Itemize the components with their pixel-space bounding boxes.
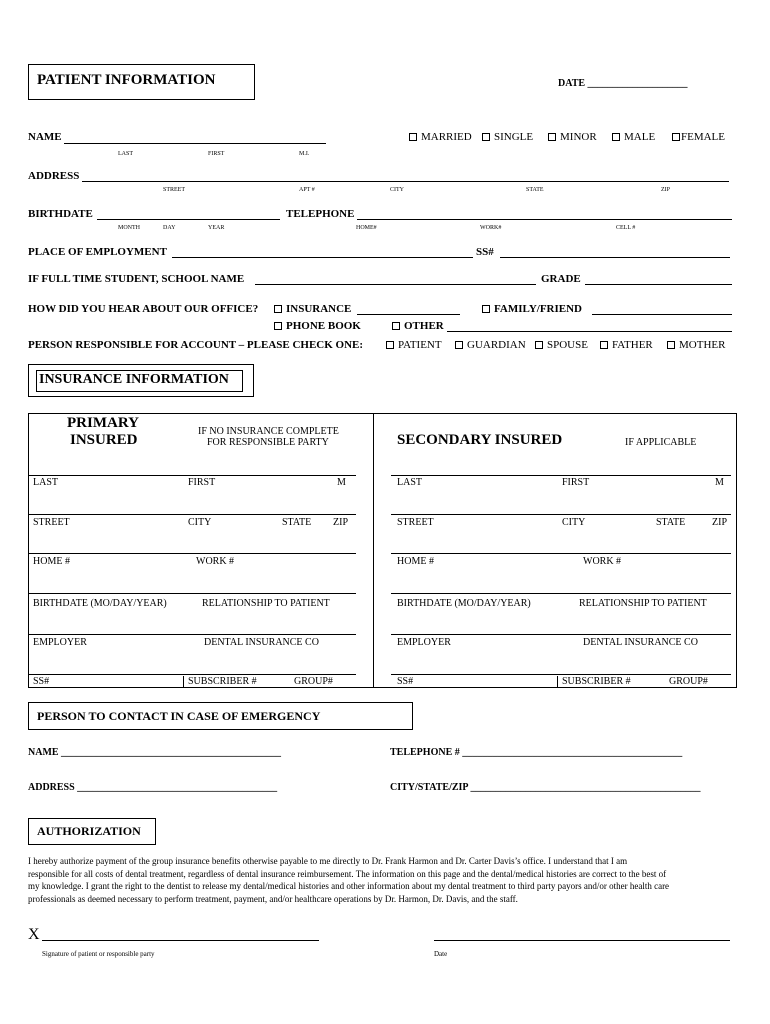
signature-field[interactable] bbox=[42, 940, 319, 941]
secondary-employer-field[interactable] bbox=[391, 634, 731, 635]
responsible-spouse-label: SPOUSE bbox=[547, 339, 588, 351]
grade-label: GRADE bbox=[541, 273, 581, 285]
primary-phone-field[interactable] bbox=[28, 553, 356, 554]
secondary-last-label: LAST bbox=[397, 477, 422, 488]
secondary-street-label: STREET bbox=[397, 517, 434, 528]
secondary-ss-divider bbox=[557, 676, 558, 688]
telephone-label: TELEPHONE bbox=[286, 208, 355, 220]
hear-insurance-field[interactable] bbox=[357, 314, 460, 315]
hear-label: HOW DID YOU HEAR ABOUT OUR OFFICE? bbox=[28, 303, 259, 315]
responsible-spouse-option[interactable] bbox=[535, 339, 588, 351]
secondary-dental-co-label: DENTAL INSURANCE CO bbox=[583, 637, 698, 648]
grade-field[interactable] bbox=[585, 284, 732, 285]
hear-other-label: OTHER bbox=[404, 320, 444, 332]
secondary-ss-label: SS# bbox=[397, 676, 414, 687]
insurance-title: INSURANCE INFORMATION bbox=[39, 372, 229, 387]
telephone-field[interactable] bbox=[357, 219, 732, 220]
female-label: FEMALE bbox=[681, 131, 725, 143]
emergency-city-field[interactable]: CITY/STATE/ZIP ______________________________________________ bbox=[390, 782, 701, 793]
name-field[interactable] bbox=[64, 143, 326, 144]
authorization-line-3: my knowledge. I grant the right to the dentist to release my dental/medical histories and other information about my dental treatment to third party payors and/or other health care bbox=[28, 881, 670, 891]
secondary-home-label: HOME # bbox=[397, 556, 434, 567]
secondary-city-label: CITY bbox=[562, 517, 586, 528]
primary-home-label: HOME # bbox=[33, 556, 70, 567]
address-label: ADDRESS bbox=[28, 170, 80, 182]
employment-label: PLACE OF EMPLOYMENT bbox=[28, 246, 167, 258]
telephone-sub-cell: CELL # bbox=[616, 225, 636, 231]
responsible-mother-checkbox[interactable] bbox=[667, 341, 675, 349]
authorization-line-1: I hereby authorize payment of the group insurance benefits otherwise payable to me directly to Dr. Frank Harmon and Dr. Carter Davis’s office. I understand that I am bbox=[28, 856, 628, 866]
hear-family-label: FAMILY/FRIEND bbox=[494, 303, 583, 315]
secondary-state-label: STATE bbox=[656, 517, 686, 528]
primary-employer-field[interactable] bbox=[28, 634, 356, 635]
primary-ss-label: SS# bbox=[33, 676, 50, 687]
primary-note-1: IF NO INSURANCE COMPLETE bbox=[198, 426, 339, 437]
minor-checkbox[interactable] bbox=[548, 133, 556, 141]
emergency-telephone-field[interactable]: TELEPHONE # ____________________________________________ bbox=[390, 747, 683, 758]
hear-phone-option[interactable] bbox=[274, 320, 361, 332]
male-label: MALE bbox=[624, 131, 656, 143]
responsible-spouse-checkbox[interactable] bbox=[535, 341, 543, 349]
secondary-first-label: FIRST bbox=[562, 477, 590, 488]
emergency-name-field[interactable]: NAME ____________________________________________ bbox=[28, 747, 282, 758]
male-option[interactable] bbox=[612, 131, 655, 143]
primary-name-field[interactable] bbox=[28, 475, 356, 476]
telephone-sub-home: HOME# bbox=[356, 225, 377, 231]
married-checkbox[interactable] bbox=[409, 133, 417, 141]
primary-dental-co-label: DENTAL INSURANCE CO bbox=[204, 637, 319, 648]
responsible-mother-label: MOTHER bbox=[679, 339, 726, 351]
student-field[interactable] bbox=[255, 284, 536, 285]
primary-note-2: FOR RESPONSIBLE PARTY bbox=[207, 437, 329, 448]
primary-state-label: STATE bbox=[282, 517, 312, 528]
responsible-patient-option[interactable] bbox=[386, 339, 442, 351]
primary-title-2: INSURED bbox=[70, 432, 138, 448]
signature-caption: Signature of patient or responsible party bbox=[42, 950, 155, 958]
address-sub-apt: APT # bbox=[299, 187, 315, 193]
primary-relationship-label: RELATIONSHIP TO PATIENT bbox=[202, 598, 330, 609]
hear-phone-checkbox[interactable] bbox=[274, 322, 282, 330]
hear-family-checkbox[interactable] bbox=[482, 305, 490, 313]
authorization-line-2: responsible for all costs of dental treatment, regardless of dental insurance reimbursement. The information on this page and the dental/medical histories are correct to the best of bbox=[28, 868, 667, 879]
responsible-label: PERSON RESPONSIBLE FOR ACCOUNT – PLEASE CHECK ONE: bbox=[28, 339, 364, 351]
responsible-father-label: FATHER bbox=[612, 339, 653, 351]
signature-date-field[interactable] bbox=[434, 940, 730, 941]
address-sub-state: STATE bbox=[526, 187, 544, 193]
primary-group-label: GROUP# bbox=[294, 676, 333, 687]
ss-field[interactable] bbox=[500, 257, 730, 258]
responsible-mother-option[interactable] bbox=[667, 339, 725, 351]
hear-family-option[interactable] bbox=[482, 303, 582, 315]
authorization-title: AUTHORIZATION bbox=[37, 824, 141, 838]
birthdate-sub-day: DAY bbox=[163, 225, 176, 231]
name-sub-mi: M.I. bbox=[299, 151, 310, 157]
responsible-guardian-checkbox[interactable] bbox=[455, 341, 463, 349]
secondary-subscriber-label: SUBSCRIBER # bbox=[562, 676, 631, 687]
primary-street-label: STREET bbox=[33, 517, 70, 528]
hear-phone-label: PHONE BOOK bbox=[286, 320, 361, 332]
name-sub-last: LAST bbox=[118, 151, 133, 157]
primary-birthdate-field[interactable] bbox=[28, 593, 356, 594]
student-label: IF FULL TIME STUDENT, SCHOOL NAME bbox=[28, 273, 245, 285]
hear-insurance-checkbox[interactable] bbox=[274, 305, 282, 313]
responsible-guardian-option[interactable] bbox=[455, 339, 526, 351]
hear-other-option[interactable] bbox=[392, 320, 444, 332]
birthdate-sub-year: YEAR bbox=[208, 225, 225, 231]
address-field[interactable] bbox=[82, 181, 729, 182]
signature-date-caption: Date bbox=[434, 950, 448, 958]
secondary-phone-field[interactable] bbox=[391, 553, 731, 554]
primary-ss-divider bbox=[183, 676, 184, 688]
primary-work-label: WORK # bbox=[196, 556, 235, 567]
insurance-column-divider bbox=[373, 413, 374, 688]
secondary-work-label: WORK # bbox=[583, 556, 622, 567]
birthdate-label: BIRTHDATE bbox=[28, 208, 93, 220]
male-checkbox[interactable] bbox=[612, 133, 620, 141]
primary-zip-label: ZIP bbox=[333, 517, 348, 528]
employment-field[interactable] bbox=[172, 257, 473, 258]
date-field[interactable] bbox=[590, 88, 730, 98]
birthdate-field[interactable] bbox=[97, 219, 280, 220]
secondary-employer-label: EMPLOYER bbox=[397, 637, 451, 648]
secondary-m-label: M bbox=[715, 477, 724, 488]
secondary-note: IF APPLICABLE bbox=[625, 437, 697, 448]
birthdate-sub-month: MONTH bbox=[118, 225, 140, 231]
responsible-father-checkbox[interactable] bbox=[600, 341, 608, 349]
single-label: SINGLE bbox=[494, 131, 534, 143]
primary-ss-field[interactable] bbox=[28, 674, 356, 675]
responsible-father-option[interactable] bbox=[600, 339, 653, 351]
single-checkbox[interactable] bbox=[482, 133, 490, 141]
secondary-group-label: GROUP# bbox=[669, 676, 708, 687]
address-sub-city: CITY bbox=[390, 187, 404, 193]
secondary-birthdate-label: BIRTHDATE (MO/DAY/YEAR) bbox=[397, 598, 531, 609]
minor-label: MINOR bbox=[560, 131, 597, 143]
single-option[interactable] bbox=[482, 131, 533, 143]
secondary-zip-label: ZIP bbox=[712, 517, 727, 528]
date-label: DATE ____________________ bbox=[558, 78, 688, 89]
primary-m-label: M bbox=[337, 477, 346, 488]
primary-first-label: FIRST bbox=[188, 477, 216, 488]
secondary-relationship-label: RELATIONSHIP TO PATIENT bbox=[579, 598, 707, 609]
primary-city-label: CITY bbox=[188, 517, 212, 528]
emergency-address-field[interactable]: ADDRESS ________________________________________ bbox=[28, 782, 278, 793]
primary-employer-label: EMPLOYER bbox=[33, 637, 87, 648]
hear-insurance-option[interactable] bbox=[274, 303, 351, 315]
primary-birthdate-label: BIRTHDATE (MO/DAY/YEAR) bbox=[33, 598, 167, 609]
primary-address-field[interactable] bbox=[28, 514, 356, 515]
authorization-line-4: professionals as deemed necessary to perform treatment, payment, and/or healthcare operations by Dr. Harmon, Dr. Davis, and the staff. bbox=[28, 893, 518, 904]
hear-family-field[interactable] bbox=[592, 314, 732, 315]
address-sub-street: STREET bbox=[163, 187, 185, 193]
secondary-name-field[interactable] bbox=[391, 475, 731, 476]
secondary-address-field[interactable] bbox=[391, 514, 731, 515]
responsible-patient-label: PATIENT bbox=[398, 339, 442, 351]
married-label: MARRIED bbox=[421, 131, 472, 143]
authorization-text bbox=[28, 855, 748, 905]
address-sub-zip: ZIP bbox=[661, 187, 670, 193]
minor-option[interactable] bbox=[548, 131, 597, 143]
telephone-sub-work: WORK# bbox=[480, 225, 502, 231]
secondary-title: SECONDARY INSURED bbox=[397, 432, 563, 448]
secondary-ss-field[interactable] bbox=[391, 674, 731, 675]
ss-label: SS# bbox=[476, 246, 494, 258]
secondary-birthdate-field[interactable] bbox=[391, 593, 731, 594]
responsible-guardian-label: GUARDIAN bbox=[467, 339, 526, 351]
primary-title-1: PRIMARY bbox=[67, 415, 139, 431]
hear-insurance-label: INSURANCE bbox=[286, 303, 352, 315]
married-option[interactable] bbox=[409, 131, 472, 143]
name-sub-first: FIRST bbox=[208, 151, 225, 157]
patient-info-title: PATIENT INFORMATION bbox=[37, 72, 216, 88]
name-label: NAME bbox=[28, 131, 62, 143]
female-checkbox[interactable] bbox=[672, 133, 680, 141]
female-option[interactable] bbox=[672, 131, 725, 143]
primary-last-label: LAST bbox=[33, 477, 58, 488]
primary-subscriber-label: SUBSCRIBER # bbox=[188, 676, 257, 687]
responsible-patient-checkbox[interactable] bbox=[386, 341, 394, 349]
signature-x-mark: X bbox=[28, 926, 40, 943]
emergency-title: PERSON TO CONTACT IN CASE OF EMERGENCY bbox=[37, 709, 321, 723]
hear-other-field[interactable] bbox=[447, 331, 732, 332]
hear-other-checkbox[interactable] bbox=[392, 322, 400, 330]
